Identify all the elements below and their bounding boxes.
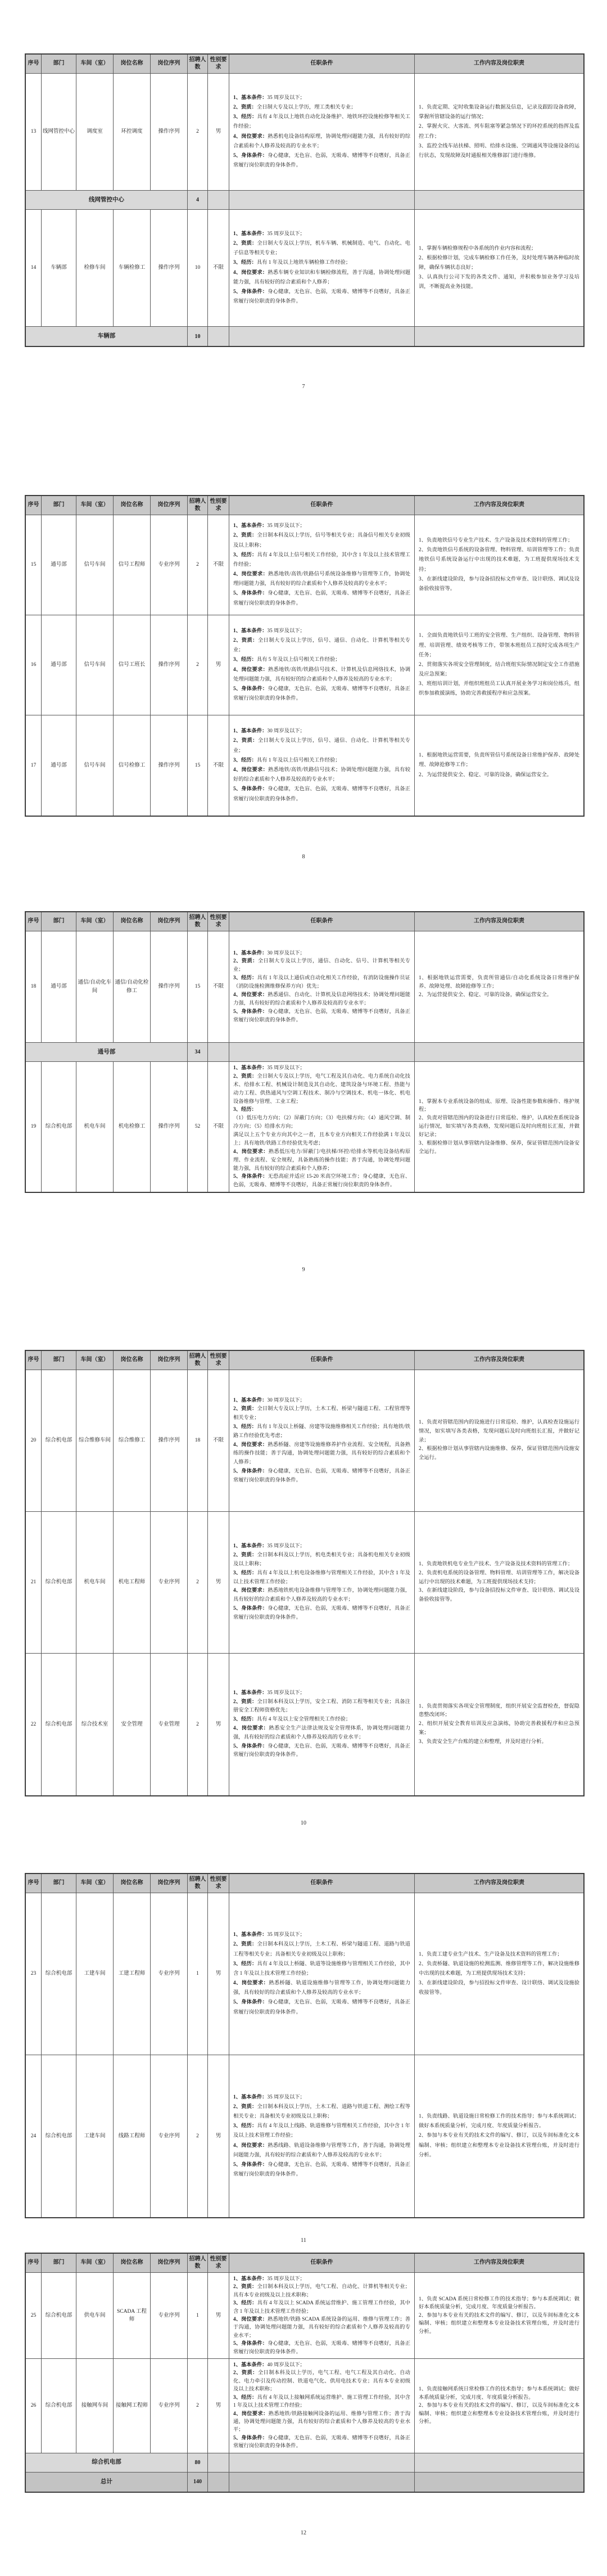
col-duties: 1、负责 SCADA 系统日常检修工作的技术指导；参与本系统调试；做好本系统质量分析，完成月度、年度质量分析报告。 2、参加与本专业有关的技术文件的编写、修订，以及车间标准化文本编制、审核；组织建立和整理本专业设备技术管理台账，并及时进行分析。 (415, 2273, 583, 2359)
col-shop: 机电车间 (76, 1062, 114, 1192)
col-job: 信号检修工 (114, 715, 151, 816)
header-cell: 部门 (42, 912, 76, 931)
table-row (26, 515, 583, 615)
col-count: 2 (188, 2055, 208, 2217)
page-number: 12 (301, 2530, 306, 2536)
total-label: 总计 (26, 2473, 188, 2492)
col-conditions: 1、基本条件：35 周岁及以下； 2、资质：全日制大专及以上学历，理工类相关专业； 3、经历：具有 4 年及以上地铁自动化设备维护、地铁环控设施检修等相关工作经验； 4、岗位要求：熟悉机电设备结构原理，协调处理问题能力强，具有较好的综合素质和个人修养及较高的专业水平； 5、身体条件：身心健康，无色盲、色弱，无吸毒、赌博等不良嗜好，具备正常履行岗位职责的身体条件。 (229, 74, 415, 191)
col-dept: 线网管控中心 (42, 74, 76, 191)
header-cell: 序号 (26, 1874, 42, 1893)
col-conditions: 1、基本条件：35 周岁及以下； 2、资质：全日制本科及以上学历，电气工程、自动化、计算机等相关专业；具有本专业初级及以上技术职称； 3、经历：具有 4 年及以上 SCADA 系统运营维护、施工管理工作经验，其中含 1 年及以上技术管理工作经验； 4、岗位要求：熟悉地铁/铁路 SCADA 系统设备的运用、维修与管理工作；善于沟通，协调处理问题能力强，具有较好的综合素质和个人修养及较高的专业水平； 5、身体条件：身心健康，无色盲、色弱，无吸毒、赌博等不良嗜好，具备正常履行岗位职责的身体条件。 (229, 2273, 415, 2359)
page-table-7 (25, 53, 585, 347)
total-count: 140 (188, 2473, 208, 2492)
col-gender: 男 (208, 74, 229, 191)
header-cell: 性别要求 (208, 496, 229, 515)
table-row (26, 74, 583, 191)
col-series: 专业序列 (151, 515, 188, 615)
header-cell: 任职条件 (229, 55, 415, 74)
header-cell: 岗位序列 (151, 2254, 188, 2273)
col-count: 15 (188, 715, 208, 816)
col-dept: 通号部 (42, 515, 76, 615)
col-series: 专业序列 (151, 2055, 188, 2217)
header-cell: 岗位序列 (151, 1351, 188, 1370)
col-dept: 综合机电部 (42, 1062, 76, 1192)
col-gender: 男 (208, 2055, 229, 2217)
header-row (26, 496, 583, 515)
header-cell: 岗位序列 (151, 1874, 188, 1893)
col-count: 1 (188, 2273, 208, 2359)
total-gender-cell (208, 191, 229, 210)
col-job: SCADA 工程师 (114, 2273, 151, 2359)
header-cell: 任职条件 (229, 496, 415, 515)
col-count: 2 (188, 74, 208, 191)
table-row (26, 1370, 583, 1512)
col-duties: 1、掌握本专业系统设备的组成、原理、设备性能参数和操作、维护规程； 2、负责对管辖范围内的设备进行日常巡检、维护，认真检查系统设备运行情况，如实填写各类表格，发现问题后及时向班组长汇报，并做好记录； 3、根据检修计划从事管辖内设备维修、保养，保证管辖范围内设备安全运行。 (419, 1098, 579, 1155)
header-cell: 工作内容及岗位职责 (415, 912, 583, 931)
header-cell: 序号 (26, 2254, 42, 2273)
col-count: 18 (188, 1370, 208, 1512)
col-series: 操作序列 (151, 74, 188, 191)
col-shop: 信号车间 (76, 515, 114, 615)
grand-total-row (26, 2473, 583, 2492)
col-count: 1 (188, 1893, 208, 2055)
col-series: 专业序列 (151, 1893, 188, 2055)
col-conditions: 1、基本条件：35 周岁及以下； 2、资质：全日制本科及以上学历，安全工程、消防工程等相关专业；具备注册安全工程师资格优先； 3、经历：具有 4 年及以上安全管理相关工作经验； 4、岗位要求：熟悉安全生产法律法规及安全管理体系，协调处理问题能力强，具有较好的综合素质和个人修养及较高的专业水平； 5、身体条件：身心健康，无色盲、色弱，无吸毒、赌博等不良嗜好，具备正常履行岗位职责的身体条件。 (229, 1654, 415, 1795)
header-cell: 工作内容及岗位职责 (415, 1874, 583, 1893)
col-gender: 不限 (208, 1062, 229, 1192)
col-count: 2 (188, 1512, 208, 1654)
col-shop: 机电车间 (76, 1512, 114, 1654)
col-duties: 1、负责工建专业生产技术、生产设备及技术资料的管理工作； 2、负责桥隧、轨道设施的检测监测、维修管理等工作，解决设施维修中出现的技术难题，为工班提供现场技术支持； 3、在新线建设阶段，参与招投标文件审查、设计联络、调试及设施验收接管等。 (415, 1893, 583, 2055)
total-conditions-cell (229, 327, 415, 346)
header-cell: 部门 (42, 2254, 76, 2273)
col-count: 2 (188, 2359, 208, 2453)
col-no: 23 (26, 1893, 42, 2055)
col-series: 专业序列 (151, 1512, 188, 1654)
col-no: 14 (26, 210, 42, 327)
header-cell: 序号 (26, 496, 42, 515)
header-cell: 车间（室） (76, 496, 114, 515)
total-duties-cell (415, 191, 583, 210)
page-table-12 (25, 2253, 585, 2493)
col-shop: 通信/自动化车间 (76, 931, 114, 1043)
page-number: 8 (302, 854, 305, 860)
page-table-10 (25, 1350, 585, 1796)
total-count: 4 (188, 191, 208, 210)
subtotal-row (26, 1043, 583, 1062)
header-cell: 部门 (42, 55, 76, 74)
col-job: 机电工程师 (114, 1512, 151, 1654)
table-row (26, 1654, 583, 1795)
table-row (26, 2359, 583, 2453)
col-gender: 男 (208, 2359, 229, 2453)
table-row (26, 210, 583, 327)
header-cell: 性别要求 (208, 55, 229, 74)
header-cell: 车间（室） (76, 912, 114, 931)
col-no: 21 (26, 1512, 42, 1654)
col-dept: 车辆部 (42, 210, 76, 327)
header-cell: 工作内容及岗位职责 (415, 1351, 583, 1370)
table-row (26, 2055, 583, 2217)
total-label: 线网管控中心 (26, 191, 188, 210)
header-cell: 岗位序列 (151, 55, 188, 74)
col-no: 24 (26, 2055, 42, 2217)
table-row (26, 1893, 583, 2055)
col-conditions: 1、基本条件：35 周岁及以下； 2、资质：全日制本科及以上学历，土木工程、道路与铁道工程、测绘工程等相关专业；具备相关专业初级及以上职称； 3、经历：具有 4 年及以上线路、轨道维修与管理相关工作经验，其中含 1 年及以上技术管理工作经验； 4、岗位要求：熟悉线路、轨道设备维修与管理等工作，善于沟通，协调处理问题能力强，具有较好的综合素质和个人修养及较高的专业水平； 5、身体条件：身心健康，无色盲、色弱，无吸毒、赌博等不良嗜好，具备正常履行岗位职责的身体条件。 (229, 2055, 415, 2217)
col-no: 18 (26, 931, 42, 1043)
header-cell: 岗位名称 (114, 2254, 151, 2273)
total-gender-cell (208, 1043, 229, 1062)
header-cell: 性别要求 (208, 1874, 229, 1893)
col-conditions: 1、基本条件：40 周岁及以下； 2、资质：全日制本科及以上学历，电气工程、电气工程及其自动化、自动化、电力牵引及传动控制、铁道电气化、供用电技术专业；具有本专业初级及以上技术职称； 3、经历：具有 4 年及以上接触网系统运营维护、施工管理工作经验，其中含 1 年及以上技术管理工作经验； 4、岗位要求：熟悉地铁/铁路接触网设备的运用、维修与管理工作；善于沟通，协调处理问题能力强，具有较好的综合素质和个人修养及较高的专业水平； 5、身体条件：身心健康，无色盲、色弱，无吸毒、赌博等不良嗜好，具备正常履行岗位职责的身体条件。 (229, 2359, 415, 2453)
total-duties-cell (415, 2473, 583, 2492)
col-gender: 不限 (208, 515, 229, 615)
header-cell: 性别要求 (208, 2254, 229, 2273)
col-gender: 男 (208, 2273, 229, 2359)
col-gender: 不限 (208, 210, 229, 327)
total-duties-cell (415, 327, 583, 346)
total-duties-cell (415, 2453, 583, 2473)
header-cell: 岗位名称 (114, 55, 151, 74)
total-gender-cell (208, 327, 229, 346)
col-no: 22 (26, 1654, 42, 1795)
col-series: 专业序列 (151, 2273, 188, 2359)
col-conditions: 1、基本条件：35 周岁及以下； 2、资质：全日制本科及以上学历，机电类相关专业；具备机电相关专业初级及以上职称； 3、经历：具有 4 年及以上机电设备维修与管理相关工作经验，其中含 1 年及以上技术管理工作经验； 4、岗位要求：熟悉地铁机电设备维修与管理等工作，协调处理问题能力强，具有较好的综合素质和个人修养及较高的专业水平； 5、身体条件：身心健康，无色盲、色弱，无吸毒、赌博等不良嗜好，具备正常履行岗位职责的身体条件。 (229, 1512, 415, 1654)
col-job: 综合维修工 (114, 1370, 151, 1512)
col-count: 10 (188, 210, 208, 327)
col-conditions: 1、基本条件：30 周岁及以下； 2、资质：全日制大专及以上学历，信号、通信、自动化、计算机等相关专业； 3、经历：具有 1 年及以上信号相关工作经验； 4、岗位要求：熟悉地铁/高铁/铁路信号技术；协调处理问题能力强，具有较好的综合素质和个人修养及较高的专业水平； 5、身体条件：身心健康，无色盲、色弱，无吸毒、赌博等不良嗜好，具备正常履行岗位职责的身体条件。 (229, 715, 415, 816)
total-count: 10 (188, 327, 208, 346)
col-no: 13 (26, 74, 42, 191)
col-job: 信号工班长 (114, 615, 151, 715)
col-no: 16 (26, 615, 42, 715)
header-cell: 岗位名称 (114, 912, 151, 931)
col-duties: 1、负责地铁机电专业生产技术、生产设备及技术资料的管理工作； 2、负责机电系统的设备管理、物料管理、培训管理等工作，解决设备运行中出现的技术难题，为工班提供现场技术支持； 3、在新线建设阶段，参与设备招投标文件审查、设计联络、调试及设备验收接管等。 (415, 1512, 583, 1654)
col-gender: 男 (208, 1654, 229, 1795)
col-series: 操作序列 (151, 931, 188, 1043)
table-row (26, 715, 583, 816)
header-row (26, 55, 583, 74)
total-duties-cell (415, 1043, 583, 1062)
col-duties: 1、掌握车辆检修规程中各系统的作业内容和流程； 2、根据检修计划，完成车辆检修工作任务，及时处理车辆各种临时故障，确保车辆状态良好； 3、认真执行公司下发的各类文件、通知，并积极参加业务学习及培训，不断提高业务技能。 (415, 210, 583, 327)
col-shop: 接触网车间 (76, 2359, 114, 2453)
col-shop: 调度室 (76, 74, 114, 191)
page-table-9 (25, 911, 585, 1193)
col-conditions: 1、基本条件：35 周岁及以下； 2、资质：全日制本科及以上学历，信号等相关专业；具备信号相关专业初级及以上职称； 3、经历：具有 4 年及以上信号相关工作经验，其中含 1 年及以上技术管理工作经验； 4、岗位要求：熟悉地铁/高铁/铁路信号系统设备维修与管理等工作，协调处理问题能力强，具有较好的综合素质和个人修养及较高的专业水平； 5、身体条件：身心健康，无色盲、色弱，无吸毒、赌博等不良嗜好，具备正常履行岗位职责的身体条件。 (229, 515, 415, 615)
col-dept: 通号部 (42, 615, 76, 715)
col-conditions: 1、基本条件：35 周岁及以下； 2、资质：全日制大专及以上学历，电气工程及其自动化、电力系统自动化技术、给排水工程、机械设计制造及其自动化、建筑设备与环境工程、热能与动力工程、供热通风与空调工程技术、制冷与空调技术、机电一体化、机电设备维修与管理、工业工程； 3、经历： （1）低压电力方向；（2）屏蔽门方向；（3）电扶梯方向；（4）通风空调、制冷方向；（5）给排水方向； 满足以上五个专业方向其中之一者，且本专业方向相关工作经验满 1 年及以上；具有地铁/铁路工作经验优先考虑； 4、岗位要求：熟悉低压电力/屏蔽门/电扶梯/环控/给排水等机电设备结构原理、作业流程、安全规程，具备熟练的操作技能；善于沟通，协调处理问题能力强，具有较好的综合素质和个人修养； 5、身体条件：无恐高症并适应 15-20 米高空环境工作；身心健康，无色盲、色弱，无吸毒、赌博等不良嗜好，具备正常履行岗位职责的身体条件。 (229, 1062, 415, 1192)
total-conditions-cell (229, 1043, 415, 1062)
subtotal-row (26, 327, 583, 346)
header-cell: 车间（室） (76, 2254, 114, 2273)
total-label: 车辆部 (26, 327, 188, 346)
header-cell: 岗位名称 (114, 1351, 151, 1370)
col-series: 操作序列 (151, 1370, 188, 1512)
header-cell: 工作内容及岗位职责 (415, 2254, 583, 2273)
header-cell: 招聘人数 (188, 1874, 208, 1893)
col-conditions: 1、基本条件：30 周岁及以下； 2、资质：全日制大专及以上学历，通信、自动化、信号、计算机等相关专业； 3、经历：具有 1 年及以上通信或自动化相关工作经验，有消防设施操作员证（消防设施检测维修保养方向）优先； 4、岗位要求：熟悉通信、自动化、计算机及信息网络技术；协调处理问题能力强，具有较好的综合素质和个人修养及较高的专业水平； 5、身体条件：身心健康，无色盲、色弱，无吸毒、赌博等不良嗜好，具备正常履行岗位职责的身体条件。 (229, 931, 415, 1043)
header-row (26, 1351, 583, 1370)
col-duties: 1、全面负责地铁信号工班的安全管理、生产组织、设备管理、物料管理、培训管理、绩效考核等工作，带领本班组员工按时完成各项生产任务； 2、贯彻落实各项安全管理制度，结合班组实际情况制定安全工作措施及应急预案； 3、班组培训计划，并组织班组员工认真开展业务学习和岗位练兵，组织参加救援演练，协助完善救援程序和应急预案。 (415, 615, 583, 715)
total-gender-cell (208, 2453, 229, 2473)
header-cell: 性别要求 (208, 912, 229, 931)
col-job: 环控调度 (114, 74, 151, 191)
col-gender: 不限 (208, 931, 229, 1043)
col-shop: 综合维修车间 (76, 1370, 114, 1512)
total-gender-cell (208, 2473, 229, 2492)
table-row (26, 1062, 583, 1192)
col-gender: 男 (208, 615, 229, 715)
col-duties: 1、负责线路、轨道设施日常检修工作的技术指导；参与本系统调试；做好本系统质量分析，完成月度、年度质量分析报告。 2、参加与本专业有关的技术文件的编写、修订，以及车间标准化文本编制、审核；组织建立和整理本专业设备技术管理台账，并及时进行分析。 (419, 2114, 579, 2158)
col-shop: 工建车间 (76, 2055, 114, 2217)
header-cell: 任职条件 (229, 1874, 415, 1893)
col-shop: 信号车间 (76, 615, 114, 715)
col-duties: 1、根据地铁运营需要，负责所管通信/自动化系统设备日常维护保养、故障处理、故障抢修等工作； 2、为运营提供安全、稳定、可靠的设备，确保运营安全。 (415, 931, 583, 1043)
header-cell: 性别要求 (208, 1351, 229, 1370)
col-dept: 综合机电部 (42, 1893, 76, 2055)
col-series: 操作序列 (151, 1062, 188, 1192)
col-series: 操作序列 (151, 715, 188, 816)
col-duties: 1、根据地铁运营需要，负责所管信号系统设备日常维护保养、故障处理、故障抢修等工作； 2、为运营提供安全、稳定、可靠的设备，确保运营安全。 (419, 753, 579, 778)
col-dept: 通号部 (42, 715, 76, 816)
col-duties: 1、负责定期、定时收集设备运行数据及信息，记录及跟踪设备故障，掌握所管辖设备的运行情况； 2、掌握火灾、大客流、列车阻塞等紧急情况下的环控系统的指挥及监控工作； 3、监控全线车站扶梯、照明、给排水设施、空调通风等设施设备的运行状态，发现故障及时通报相关维修部门进行维修。 (415, 74, 583, 191)
header-cell: 岗位名称 (114, 496, 151, 515)
header-row (26, 912, 583, 931)
col-no: 26 (26, 2359, 42, 2453)
col-no: 19 (26, 1062, 42, 1192)
header-cell: 部门 (42, 1874, 76, 1893)
total-label: 通号部 (26, 1043, 188, 1062)
col-shop: 供电车间 (76, 2273, 114, 2359)
header-cell: 招聘人数 (188, 2254, 208, 2273)
total-conditions-cell (229, 2473, 415, 2492)
header-cell: 岗位序列 (151, 912, 188, 931)
header-cell: 招聘人数 (188, 496, 208, 515)
header-cell: 招聘人数 (188, 1351, 208, 1370)
col-duties: 1、负责对管辖范围内的设施进行日常巡检、维护，认真检查设施运行情况，如实填写各类表格，发现问题后及时向班组长汇报，并做好记录； 2、根据检修计划从事管辖内设施维修、保养，保证管辖范围内设施安全运行。 (415, 1370, 583, 1512)
header-cell: 任职条件 (229, 912, 415, 931)
table-row (26, 1512, 583, 1654)
col-gender: 不限 (208, 1370, 229, 1512)
page-number: 10 (301, 1820, 306, 1826)
header-cell: 招聘人数 (188, 55, 208, 74)
header-cell: 工作内容及岗位职责 (415, 55, 583, 74)
col-no: 17 (26, 715, 42, 816)
header-cell: 部门 (42, 496, 76, 515)
col-dept: 通号部 (42, 931, 76, 1043)
col-job: 安全管理 (114, 1654, 151, 1795)
col-shop: 检修车间 (76, 210, 114, 327)
header-row (26, 1874, 583, 1893)
header-row (26, 2254, 583, 2273)
col-conditions: 1、基本条件：30 周岁及以下； 2、资质：全日制大专及以上学历，土木工程、桥梁与隧道工程、工程管理等相关专业； 3、经历：具有 1 年及以上桥隧、房建等设施维修相关工作经验；具有地铁/铁路工作经验优先考虑； 4、岗位要求：熟悉桥隧、房建等设施维修养护作业流程、安全规程，具备熟练的操作技能；善于沟通，协调处理问题能力强，具有较好的综合素质和个人修养； 5、身体条件：身心健康，无色盲、色弱，无吸毒、赌博等不良嗜好，具备正常履行岗位职责的身体条件。 (229, 1370, 415, 1512)
header-cell: 岗位名称 (114, 1874, 151, 1893)
col-gender: 男 (208, 1512, 229, 1654)
header-cell: 任职条件 (229, 2254, 415, 2273)
col-count: 2 (188, 615, 208, 715)
header-cell: 车间（室） (76, 1874, 114, 1893)
total-count: 34 (188, 1043, 208, 1062)
col-count: 2 (188, 515, 208, 615)
total-count: 80 (188, 2453, 208, 2473)
page-table-11 (25, 1873, 585, 2218)
header-cell: 车间（室） (76, 1351, 114, 1370)
col-no: 20 (26, 1370, 42, 1512)
col-series: 操作序列 (151, 210, 188, 327)
col-dept: 综合机电部 (42, 1512, 76, 1654)
page-number: 11 (301, 2237, 306, 2244)
col-gender: 不限 (208, 715, 229, 816)
header-cell: 序号 (26, 1351, 42, 1370)
table-row (26, 2273, 583, 2359)
col-series: 专业序列 (151, 2359, 188, 2453)
col-shop: 综合技术室 (76, 1654, 114, 1795)
header-cell: 序号 (26, 912, 42, 931)
page-number: 9 (302, 1267, 305, 1273)
col-job: 通信/自动化检修工 (114, 931, 151, 1043)
col-dept: 综合机电部 (42, 1370, 76, 1512)
col-job: 线路工程师 (114, 2055, 151, 2217)
col-no: 25 (26, 2273, 42, 2359)
col-count: 15 (188, 931, 208, 1043)
subtotal-row (26, 2453, 583, 2473)
subtotal-row (26, 191, 583, 210)
col-series: 专业管理 (151, 1654, 188, 1795)
col-conditions: 1、基本条件：35 周岁及以下； 2、资质：全日制大专及以上学历，信号、通信、自动化、计算机等相关专业； 3、经历：具有 5 年及以上信号相关工作经验； 4、岗位要求：熟悉地铁/高铁/铁路信号技术、计算机及信息网络技术，协调处理问题能力强，具有较好的综合素质和个人修养及较高的专业水平； 5、身体条件：身心健康，无色盲、色弱，无吸毒、赌博等不良嗜好，具备正常履行岗位职责的身体条件。 (229, 615, 415, 715)
header-cell: 任职条件 (229, 1351, 415, 1370)
total-conditions-cell (229, 2453, 415, 2473)
col-count: 2 (188, 1654, 208, 1795)
col-dept: 综合机电部 (42, 2359, 76, 2453)
header-cell: 工作内容及岗位职责 (415, 496, 583, 515)
col-job: 工建工程师 (114, 1893, 151, 2055)
col-dept: 综合机电部 (42, 1654, 76, 1795)
header-cell: 部门 (42, 1351, 76, 1370)
col-count: 52 (188, 1062, 208, 1192)
col-job: 机电检修工 (114, 1062, 151, 1192)
col-conditions: 1、基本条件：35 周岁及以下； 2、资质：全日制大专及以上学历，机车车辆、机械制造、电气、自动化、电子信息等相关专业； 3、经历：具有 1 年及以上地铁车辆检修工作经验； 4、岗位要求：熟悉车辆专业知识和车辆检修流程，善于沟通，协调处理问题能力强，具有较好的综合素质和个人修养； 5、身体条件：身心健康，无色盲、色弱，无吸毒、赌博等不良嗜好，具备正常履行岗位职责的身体条件。 (229, 210, 415, 327)
col-conditions: 1、基本条件：35 周岁及以下； 2、资质：全日制本科及以上学历，土木工程、桥梁与隧道工程、道路与铁道工程等相关专业；具备相关专业初级及以上职称； 3、经历：具有 4 年及以上桥隧、轨道等设施维修与管理相关工作经验，其中含 1 年及以上技术管理工作经验； 4、岗位要求：熟悉桥隧、轨道设施维修与管理等工作，协调处理问题能力强，具有较好的综合素质和个人修养及较高的专业水平； 5、身体条件：身心健康，无色盲、色弱，无吸毒、赌博等不良嗜好，具备正常履行岗位职责的身体条件。 (229, 1893, 415, 2055)
header-cell: 序号 (26, 55, 42, 74)
col-duties: 1、负责贯彻落实各项安全管理制度，组织开展安全监督检查，督促隐患整改闭环； 2、组织开展安全教育培训及应急演练，协助完善救援程序和应急预案； 3、负责安全生产台账的建立和整理，并及时进行分析。 (419, 1703, 579, 1745)
header-cell: 车间（室） (76, 55, 114, 74)
col-job: 车辆检修工 (114, 210, 151, 327)
col-no: 15 (26, 515, 42, 615)
col-job: 信号工程师 (114, 515, 151, 615)
header-cell: 岗位序列 (151, 496, 188, 515)
col-shop: 工建车间 (76, 1893, 114, 2055)
col-gender: 男 (208, 1893, 229, 2055)
header-cell: 招聘人数 (188, 912, 208, 931)
col-job: 接触网工程师 (114, 2359, 151, 2453)
page-table-8 (25, 495, 585, 817)
col-shop: 信号车间 (76, 715, 114, 816)
col-series: 操作序列 (151, 615, 188, 715)
total-conditions-cell (229, 191, 415, 210)
col-dept: 综合机电部 (42, 2055, 76, 2217)
col-dept: 综合机电部 (42, 2273, 76, 2359)
page-number: 7 (302, 384, 305, 390)
total-label: 综合机电部 (26, 2453, 188, 2473)
col-duties: 1、负责接触网系统日常检修工作的技术指导；参与本系统调试；做好本系统质量分析，完成月度、年度质量分析报告。 2、参加与本专业有关的技术文件的编写、修订，以及车间标准化文本编制、审核；组织建立和整理本专业设备技术管理台账，并及时进行分析。 (415, 2359, 583, 2453)
table-row (26, 931, 583, 1043)
table-row (26, 615, 583, 715)
col-duties: 1、负责地铁信号专业生产技术、生产设备及技术资料的管理工作； 2、负责地铁信号系统的设备管理、物料管理、培训管理等工作；负责地铁信号系统设备运行中出现的技术难题，为工班提供现场技术支持； 3、在新线建设阶段，参与设备招投标文件审查、设计联络、调试及设备验收接管等。 (415, 515, 583, 615)
